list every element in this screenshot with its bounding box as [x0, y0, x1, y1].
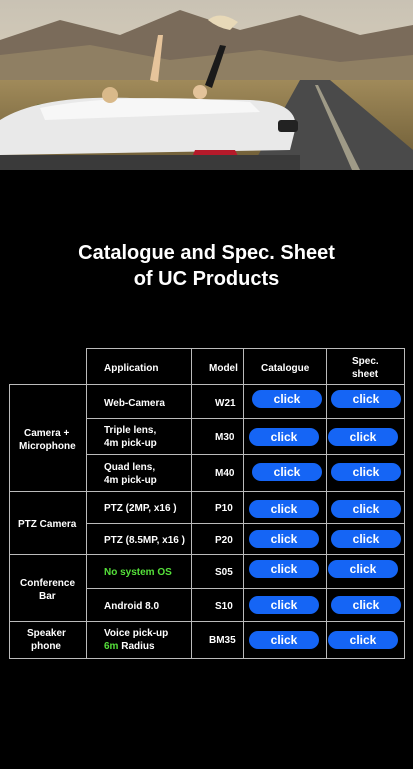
- group-camera-microphone: [9, 384, 87, 492]
- catalogue-click-button[interactable]: click: [249, 631, 319, 649]
- table-row-app: [86, 418, 192, 455]
- app-label-2: 4m pick-up: [104, 475, 157, 486]
- header-spec-label-1: Spec.: [352, 356, 379, 367]
- header-application-label: Application: [104, 363, 159, 374]
- spec-click-button[interactable]: click: [328, 631, 398, 649]
- table-row-app: [86, 588, 192, 622]
- table-row-model: [191, 523, 244, 555]
- app-label: PTZ (8.5MP, x16 ): [104, 535, 185, 546]
- header-model-label: Model: [209, 363, 238, 374]
- header-spec-sheet: [326, 348, 405, 385]
- header-catalogue-label: Catalogue: [261, 363, 310, 374]
- header-application: [86, 348, 192, 385]
- catalogue-click-button[interactable]: click: [249, 530, 319, 548]
- model-label: M30: [215, 432, 235, 443]
- app-label: Android 8.0: [104, 601, 160, 612]
- page-title: [0, 240, 413, 292]
- catalogue-click-button[interactable]: click: [249, 500, 319, 518]
- table-row-app: [86, 621, 192, 659]
- spec-click-button[interactable]: click: [331, 596, 401, 614]
- header-spec-label-2: sheet: [352, 369, 379, 380]
- header-model: [191, 348, 244, 385]
- group-label-1: PTZ Camera: [18, 519, 77, 530]
- title-line-2: of UC Products: [133, 268, 280, 290]
- table-row-model: [191, 454, 244, 492]
- table-row-model: [191, 621, 244, 659]
- table-row-model: [191, 554, 244, 589]
- spec-click-button[interactable]: click: [328, 560, 398, 578]
- app-label: Triple lens,: [104, 425, 157, 436]
- catalogue-click-button[interactable]: click: [249, 596, 319, 614]
- table-row-model: [191, 491, 244, 524]
- hero-image: [0, 0, 413, 170]
- spec-click-button[interactable]: click: [331, 530, 401, 548]
- app-label-rest: Radius: [118, 641, 155, 652]
- catalogue-click-button[interactable]: click: [249, 428, 319, 446]
- model-label: S10: [215, 601, 233, 612]
- model-label: M40: [215, 468, 235, 479]
- table-row-app: [86, 454, 192, 492]
- app-label-green: 6m: [104, 641, 119, 652]
- spec-click-button[interactable]: click: [331, 390, 401, 408]
- table-row-model: [191, 588, 244, 622]
- table-row-app: [86, 384, 192, 419]
- app-label: PTZ (2MP, x16 ): [104, 503, 177, 514]
- catalogue-click-button[interactable]: click: [249, 560, 319, 578]
- app-label: Web-Camera: [104, 398, 165, 409]
- model-label: S05: [215, 567, 233, 578]
- model-label: W21: [215, 398, 236, 409]
- group-ptz-camera: [9, 491, 87, 555]
- app-label: Voice pick-up: [104, 628, 169, 639]
- group-label-1: Conference: [20, 578, 76, 589]
- catalogue-click-button[interactable]: click: [252, 463, 322, 481]
- group-label-1: Speaker: [27, 628, 66, 639]
- group-speaker-phone: [9, 621, 87, 659]
- title-line-1: Catalogue and Spec. Sheet: [78, 242, 335, 264]
- spec-click-button[interactable]: click: [328, 428, 398, 446]
- table-row-app: [86, 491, 192, 524]
- model-label: P20: [215, 535, 233, 546]
- group-label-2: Microphone: [19, 441, 76, 452]
- app-label-2: 4m pick-up: [104, 438, 157, 449]
- app-label-2: [104, 640, 155, 653]
- group-label-2: Bar: [39, 591, 56, 602]
- spec-click-button[interactable]: click: [331, 463, 401, 481]
- catalogue-click-button[interactable]: click: [252, 390, 322, 408]
- app-label: No system OS: [104, 567, 172, 578]
- header-catalogue: [243, 348, 327, 385]
- app-label: Quad lens,: [104, 462, 156, 473]
- table-row-model: [191, 418, 244, 455]
- group-label-1: Camera +: [24, 428, 70, 439]
- model-label: P10: [215, 503, 233, 514]
- group-label-2: phone: [31, 641, 61, 652]
- model-label: BM35: [209, 635, 236, 646]
- group-conference-bar: [9, 554, 87, 622]
- table-row-app: [86, 523, 192, 555]
- spec-click-button[interactable]: click: [331, 500, 401, 518]
- table-row-app: [86, 554, 192, 589]
- table-row-model: [191, 384, 244, 419]
